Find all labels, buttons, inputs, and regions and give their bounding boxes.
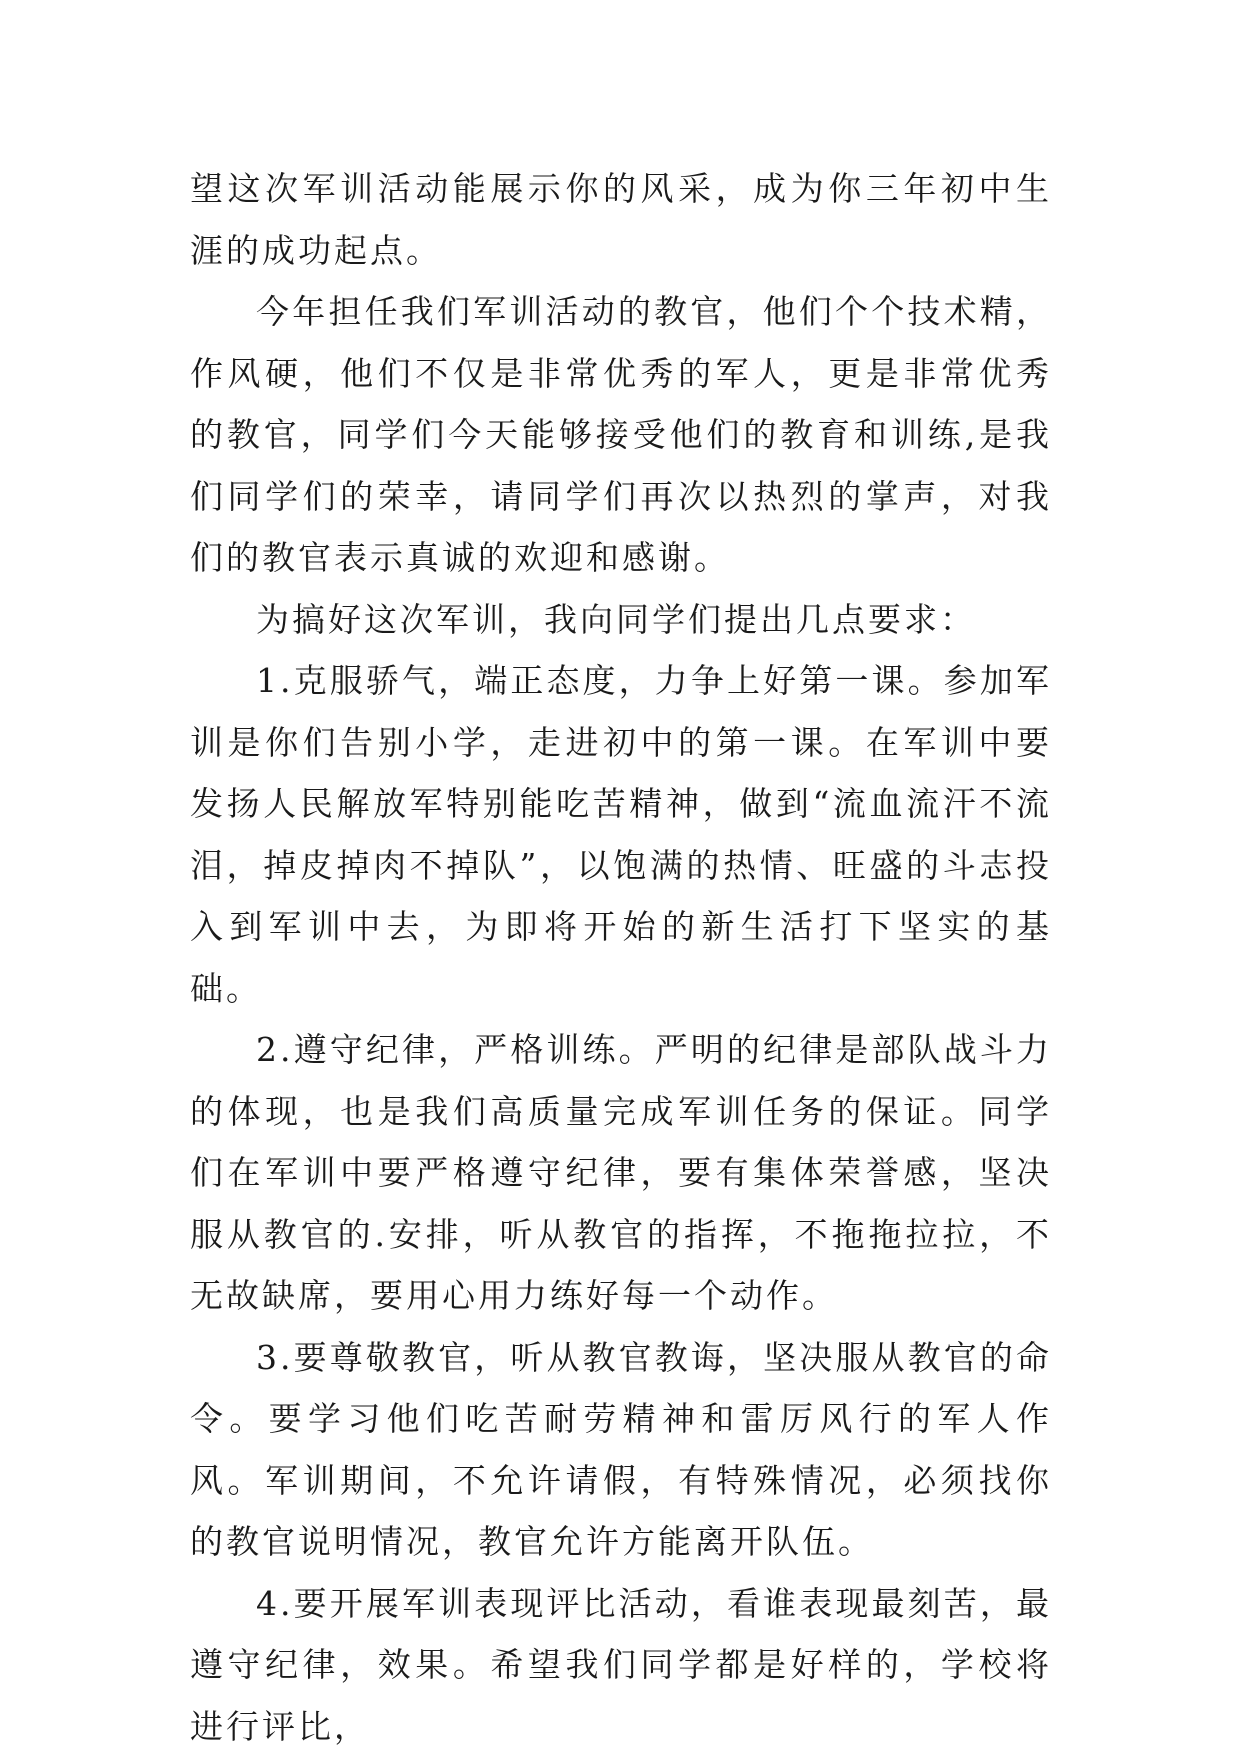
paragraph-requirement-2: 2.遵守纪律，严格训练。严明的纪律是部队战斗力的体现，也是我们高质量完成军训任务的保证。同学们在军训中要严格遵守纪律，要有集体荣誉感，坚决服从教官的.安排，听从教官的指挥，不拖拖拉拉，不无故缺席，要用心用力练好每一个动作。 [190, 1019, 1052, 1327]
paragraph-continuation: 望这次军训活动能展示你的风采，成为你三年初中生涯的成功起点。 [190, 158, 1052, 281]
document-body [190, 158, 1052, 1757]
paragraph-requirements-intro: 为搞好这次军训，我向同学们提出几点要求： [190, 589, 1052, 651]
paragraph-requirement-1: 1.克服骄气，端正态度，力争上好第一课。参加军训是你们告别小学，走进初中的第一课。在军训中要发扬人民解放军特别能吃苦精神，做到“流血流汗不流泪，掉皮掉肉不掉队”，以饱满的热情、旺盛的斗志投入到军训中去，为即将开始的新生活打下坚实的基础。 [190, 650, 1052, 1019]
paragraph-requirement-3: 3.要尊敬教官，听从教官教诲，坚决服从教官的命令。要学习他们吃苦耐劳精神和雷厉风行的军人作风。军训期间，不允许请假，有特殊情况，必须找你的教官说明情况，教官允许方能离开队伍。 [190, 1327, 1052, 1573]
paragraph-requirement-4: 4.要开展军训表现评比活动，看谁表现最刻苦，最遵守纪律，效果。希望我们同学都是好样的，学校将进行评比， [190, 1573, 1052, 1757]
paragraph-instructors: 今年担任我们军训活动的教官，他们个个技术精，作风硬，他们不仅是非常优秀的军人，更是非常优秀的教官，同学们今天能够接受他们的教育和训练,是我们同学们的荣幸，请同学们再次以热烈的掌声，对我们的教官表示真诚的欢迎和感谢。 [190, 281, 1052, 589]
